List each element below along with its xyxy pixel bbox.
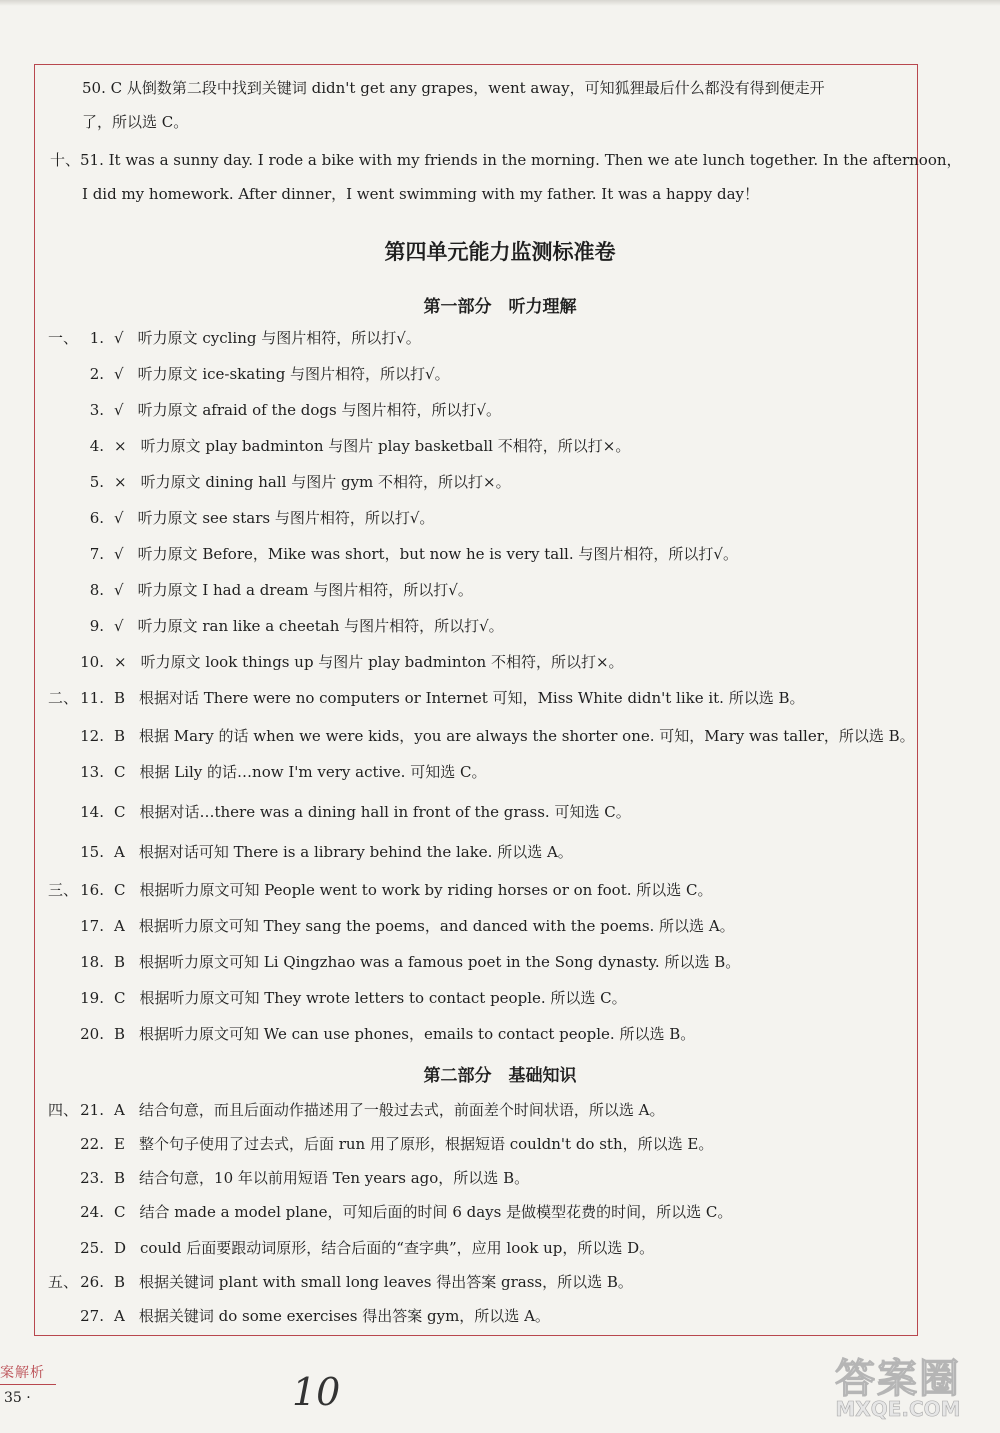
section-number: 三、 (48, 881, 79, 899)
question-number: 26. (80, 1273, 104, 1291)
section-number: 一、 (48, 329, 79, 347)
answer-item-row (48, 472, 511, 492)
answer-explanation: 根据听力原文可知 We can use phones，emails to contact people. 所以选 B。 (139, 1025, 696, 1043)
answer-explanation: 根据听力原文可知 People went to work by riding horses or on foot. 所以选 C。 (139, 881, 713, 899)
answer-mark: A (114, 917, 125, 935)
answer-item-row (48, 762, 486, 782)
answer-item-row (48, 1202, 732, 1222)
question-number: 14. (80, 803, 104, 821)
answer-mark: B (114, 1273, 126, 1291)
answer-mark: C (114, 1203, 126, 1221)
answer-mark: √ (114, 329, 124, 347)
question-number: 15. (80, 843, 104, 861)
question-number: 13. (80, 763, 104, 781)
answer-item-row (48, 544, 738, 564)
section-number: 二、 (48, 689, 79, 707)
page-top-shadow (0, 0, 1000, 6)
answer-50-line1: 50. C 从倒数第二段中找到关键词 didn't get any grapes，went away，可知狐狸最后什么都没有得到便走开 (82, 79, 825, 97)
unit-title: 第四单元能力监测标准卷 (384, 240, 616, 264)
answer-explanation: 根据听力原文可知 They wrote letters to contact people. 所以选 C。 (139, 989, 627, 1007)
question-number: 21. (80, 1101, 104, 1119)
answer-explanation: 整个句子使用了过去式，后面 run 用了原形，根据短语 couldn't do sth，所以选 E。 (138, 1135, 714, 1153)
answer-item-row (48, 802, 631, 822)
answer-mark: √ (114, 545, 124, 563)
answer-mark: √ (114, 581, 124, 599)
answer-50-line2: 了，所以选 C。 (82, 113, 189, 131)
question-number: 7. (89, 545, 104, 563)
question-number: 24. (80, 1203, 104, 1221)
answer-mark: A (114, 1101, 125, 1119)
question-number: 25. (80, 1239, 104, 1257)
answer-explanation: 听力原文 look things up 与图片 play badminton 不相符，所以打×。 (140, 653, 624, 671)
answer-explanation: 根据对话可知 There is a library behind the lake. 所以选 A。 (138, 843, 573, 861)
answer-item-row (48, 436, 630, 456)
footer-section-tag: 案解析 (0, 1365, 45, 1381)
answer-item-row (48, 400, 501, 420)
answer-item-row (48, 1100, 664, 1120)
answer-mark: × (114, 653, 127, 671)
part2-title: 第二部分 基础知识 (423, 1066, 577, 1086)
answer-explanation: 听力原文 dining hall 与图片 gym 不相符，所以打×。 (140, 473, 511, 491)
answer-explanation: 结合 made a model plane，可知后面的时间 6 days 是做模型花费的时间，所以选 C。 (139, 1203, 733, 1221)
part1-title: 第一部分 听力理解 (423, 297, 577, 317)
question-number: 18. (80, 953, 104, 971)
answer-mark: × (114, 473, 127, 491)
answer-item-row (48, 880, 713, 900)
question-number: 3. (89, 401, 104, 419)
answer-explanation: 根据关键词 plant with small long leaves 得出答案 grass，所以选 B。 (139, 1273, 633, 1291)
answer-51-line2: I did my homework. After dinner，I went swimming with my father. It was a happy day！ (82, 185, 760, 203)
answer-mark: C (114, 763, 126, 781)
answer-explanation: 结合句意，而且后面动作描述用了一般过去式，前面差个时间状语，所以选 A。 (138, 1101, 665, 1119)
answer-explanation: 根据对话…there was a dining hall in front of the grass. 可知选 C。 (139, 803, 631, 821)
answer-explanation: 听力原文 I had a dream 与图片相符，所以打√。 (137, 581, 473, 599)
answer-item-row (48, 652, 624, 672)
watermark-main-text: 答案圈 (835, 1356, 961, 1402)
answer-mark: C (114, 803, 126, 821)
watermark-url-text: MXQE.COM (835, 1397, 961, 1421)
answer-mark: √ (114, 401, 124, 419)
question-number: 23. (80, 1169, 104, 1187)
page-number: 35 · (4, 1390, 31, 1406)
answer-explanation: 根据 Lily 的话…now I'm very active. 可知选 C。 (139, 763, 487, 781)
answer-explanation: 根据 Mary 的话 when we were kids，you are always the shorter one. 可知，Mary was taller，所以选 B。 (139, 727, 915, 745)
answer-explanation: 根据听力原文可知 Li Qingzhao was a famous poet in the Song dynasty. 所以选 B。 (139, 953, 741, 971)
answer-explanation: 听力原文 ice-skating 与图片相符，所以打√。 (137, 365, 450, 383)
question-number: 11. (80, 689, 104, 707)
question-number: 16. (80, 881, 104, 899)
answer-mark: √ (114, 509, 124, 527)
section-number: 四、 (48, 1101, 79, 1119)
answer-item-row (48, 842, 573, 862)
question-number: 22. (80, 1135, 104, 1153)
answer-mark: B (114, 1169, 126, 1187)
answer-explanation: 结合句意，10 年以前用短语 Ten years ago，所以选 B。 (139, 1169, 530, 1187)
answer-item-row (48, 1238, 654, 1258)
answer-mark: C (114, 989, 126, 1007)
answer-mark: B (114, 953, 126, 971)
answer-item-row (48, 1168, 529, 1188)
answer-item-row (48, 508, 434, 528)
answer-mark: × (114, 437, 127, 455)
answer-item-row (48, 616, 504, 636)
answer-mark: A (114, 843, 125, 861)
answer-explanation: 根据对话 There were no computers or Internet 可知，Miss White didn't like it. 所以选 B。 (139, 689, 805, 707)
question-number: 4. (89, 437, 104, 455)
question-number: 20. (80, 1025, 104, 1043)
answer-explanation: 听力原文 afraid of the dogs 与图片相符，所以打√。 (137, 401, 502, 419)
answer-mark: D (114, 1239, 127, 1257)
answer-item-row (48, 726, 915, 746)
answer-item-row (48, 916, 735, 936)
answer-mark: E (114, 1135, 125, 1153)
answer-51-line1: 十、51. It was a sunny day. I rode a bike with my friends in the morning. Then we ate lunch together. In the afternoon， (50, 151, 962, 169)
section-number: 五、 (48, 1273, 79, 1291)
question-number: 9. (89, 617, 104, 635)
answer-mark: B (114, 727, 126, 745)
question-number: 12. (80, 727, 104, 745)
answer-explanation: 听力原文 ran like a cheetah 与图片相符，所以打√。 (137, 617, 504, 635)
answer-mark: √ (114, 617, 124, 635)
answer-item-row (48, 688, 805, 708)
question-number: 1. (89, 329, 104, 347)
answer-item-row (48, 580, 473, 600)
answer-item-row (48, 988, 627, 1008)
question-number: 27. (80, 1307, 104, 1325)
question-number: 10. (80, 653, 104, 671)
answer-explanation: 听力原文 see stars 与图片相符，所以打√。 (137, 509, 435, 527)
answer-mark: A (114, 1307, 125, 1325)
answer-explanation: 听力原文 cycling 与图片相符，所以打√。 (137, 329, 421, 347)
footer-divider (0, 1384, 56, 1385)
answer-item-row (48, 364, 450, 384)
answer-item-row (48, 1024, 695, 1044)
answer-mark: B (114, 689, 126, 707)
question-number: 17. (80, 917, 104, 935)
answer-explanation: 听力原文 play badminton 与图片 play basketball 不相符，所以打×。 (140, 437, 631, 455)
answer-explanation: 根据关键词 do some exercises 得出答案 gym，所以选 A。 (138, 1307, 550, 1325)
answer-item-row (48, 328, 421, 348)
answer-mark: C (114, 881, 126, 899)
question-number: 6. (89, 509, 104, 527)
answer-item-row (48, 1272, 633, 1292)
answer-item-row (48, 952, 740, 972)
answer-mark: B (114, 1025, 126, 1043)
answer-explanation: 听力原文 Before，Mike was short，but now he is very tall. 与图片相符，所以打√。 (137, 545, 738, 563)
question-number: 5. (89, 473, 104, 491)
answer-explanation: could 后面要跟动词原形，结合后面的“查字典”，应用 look up，所以选 D。 (140, 1239, 655, 1257)
answer-item-row (48, 1306, 550, 1326)
answer-mark: √ (114, 365, 124, 383)
answer-item-row (48, 1134, 713, 1154)
answer-explanation: 根据听力原文可知 They sang the poems，and danced with the poems. 所以选 A。 (138, 917, 735, 935)
question-number: 8. (89, 581, 104, 599)
question-number: 19. (80, 989, 104, 1007)
question-number: 2. (89, 365, 104, 383)
watermark-logo (808, 1345, 988, 1425)
handwritten-mark: 10 (292, 1370, 341, 1414)
